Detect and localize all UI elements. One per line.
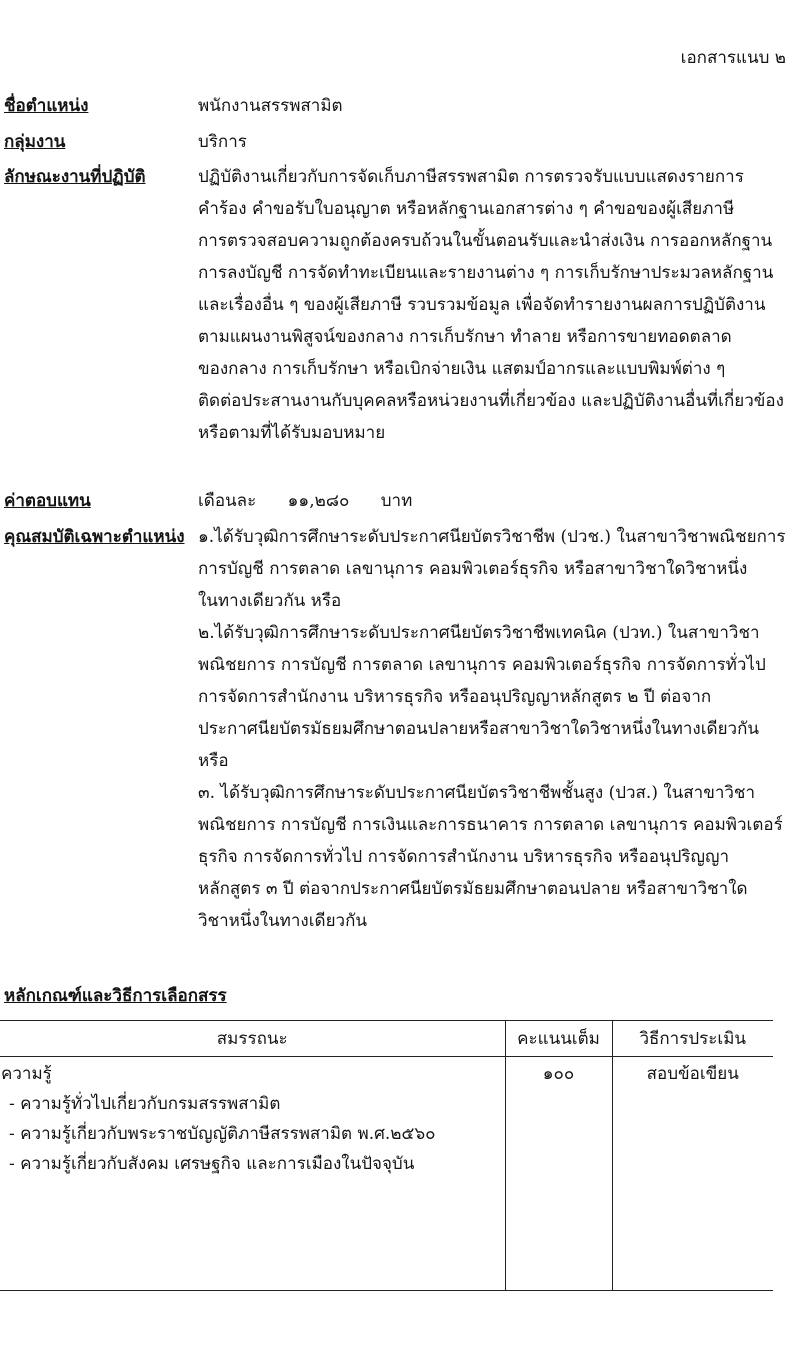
compensation-label: ค่าตอบแทน xyxy=(4,491,91,511)
column-header-competency: สมรรถนะ xyxy=(0,1021,505,1057)
selection-heading: หลักเกณฑ์และวิธีการเลือกสรร xyxy=(4,986,227,1006)
qualification-line: ๒.ได้รับวุฒิการศึกษาระดับประกาศนียบัตรวิชาชีพเทคนิค (ปวท.) ในสาขาวิชา xyxy=(198,623,760,643)
duties-line: ของกลาง การเก็บรักษา หรือเบิกจ่ายเงิน แสตมป์อากรและแบบพิมพ์ต่าง ๆ xyxy=(198,359,726,379)
qualification-line: ๑.ได้รับวุฒิการศึกษาระดับประกาศนียบัตรวิชาชีพ (ปวช.) ในสาขาวิชาพณิชยการ xyxy=(198,527,786,547)
qualification-line: พณิชยการ การบัญชี การตลาด เลขานุการ คอมพิวเตอร์ธุรกิจ การจัดการทั่วไป xyxy=(198,655,766,675)
compensation-prefix: เดือนละ xyxy=(198,491,257,511)
assessment-method-value: สอบข้อเขียน xyxy=(646,1064,739,1084)
qualifications-text xyxy=(198,521,794,937)
qualification-line: วิชาหนึ่งในทางเดียวกัน xyxy=(198,911,368,931)
duties-label: ลักษณะงานที่ปฏิบัติ xyxy=(4,167,146,187)
duties-line: การตรวจสอบความถูกต้องครบถ้วนในขั้นตอนรับและนำส่งเงิน การออกหลักฐาน xyxy=(198,231,773,251)
qualification-line: การบัญชี การตลาด เลขานุการ คอมพิวเตอร์ธุรกิจ หรือสาขาวิชาใดวิชาหนึ่ง xyxy=(198,559,748,579)
qualification-line: ธุรกิจ การจัดการทั่วไป การจัดการสำนักงาน บริหารธุรกิจ หรืออนุปริญญา xyxy=(198,847,730,867)
position-label: ชื่อตำแหน่ง xyxy=(4,96,89,116)
competency-name: ความรู้ xyxy=(1,1064,52,1084)
full-score-value: ๑๐๐ xyxy=(542,1064,575,1084)
qualification-line: การจัดการสำนักงาน บริหารธุรกิจ หรืออนุปริญญาหลักสูตร ๒ ปี ต่อจาก xyxy=(198,687,712,707)
duties-line: การลงบัญชี การจัดทำทะเบียนและรายงานต่าง ๆ การเก็บรักษาประมวลหลักฐาน xyxy=(198,263,774,283)
column-header-full-score: คะแนนเต็ม xyxy=(505,1021,612,1057)
selection-criteria-table xyxy=(0,1020,773,1291)
qualification-line: พณิชยการ การบัญชี การเงินและการธนาคาร การตลาด เลขานุการ คอมพิวเตอร์ xyxy=(198,815,783,835)
duties-text xyxy=(198,161,794,449)
duties-line: หรือตามที่ได้รับมอบหมาย xyxy=(198,423,386,443)
qualification-line: หลักสูตร ๓ ปี ต่อจากประกาศนียบัตรมัธยมศึกษาตอนปลาย หรือสาขาวิชาใด xyxy=(198,879,748,899)
compensation-unit: บาท xyxy=(380,491,413,511)
competency-cell xyxy=(0,1057,505,1291)
score-cell xyxy=(505,1057,612,1291)
duties-line: ติดต่อประสานงานกับบุคคลหรือหน่วยงานที่เกี่ยวข้อง และปฏิบัติงานอื่นที่เกี่ยวข้อง xyxy=(198,391,784,411)
attachment-label: เอกสารแนบ ๒ xyxy=(680,48,786,68)
qualification-line: หรือ xyxy=(198,751,229,771)
duties-line: ปฏิบัติงานเกี่ยวกับการจัดเก็บภาษีสรรพสามิต การตรวจรับแบบแสดงรายการ xyxy=(198,167,744,187)
qualifications-label: คุณสมบัติเฉพาะตำแหน่ง xyxy=(4,527,185,547)
column-header-assessment-method: วิธีการประเมิน xyxy=(612,1021,773,1057)
group-value: บริการ xyxy=(198,132,247,152)
group-label: กลุ่มงาน xyxy=(4,132,66,152)
competency-sub-item: - ความรู้เกี่ยวกับพระราชบัญญัติภาษีสรรพสามิต พ.ศ.๒๕๖๐ xyxy=(9,1124,436,1144)
method-cell xyxy=(612,1057,773,1291)
compensation-value xyxy=(198,485,794,517)
competency-sub-item: - ความรู้เกี่ยวกับสังคม เศรษฐกิจ และการเมืองในปัจจุบัน xyxy=(9,1154,415,1174)
duties-line: คำร้อง คำขอรับใบอนุญาต หรือหลักฐานเอกสารต่าง ๆ คำขอของผู้เสียภาษี xyxy=(198,199,735,219)
compensation-amount: ๑๑,๒๘๐ xyxy=(287,491,350,511)
qualification-line: ประกาศนียบัตรมัธยมศึกษาตอนปลายหรือสาขาวิชาใดวิชาหนึ่งในทางเดียวกัน xyxy=(198,719,760,739)
duties-line: ตามแผนงานพิสูจน์ของกลาง การเก็บรักษา ทำลาย หรือการขายทอดตลาด xyxy=(198,327,732,347)
table-row xyxy=(0,1057,773,1291)
qualification-line: ในทางเดียวกัน หรือ xyxy=(198,591,342,611)
position-value: พนักงานสรรพสามิต xyxy=(198,96,343,116)
table-header-row xyxy=(0,1021,773,1057)
duties-line: และเรื่องอื่น ๆ ของผู้เสียภาษี รวบรวมข้อมูล เพื่อจัดทำรายงานผลการปฏิบัติงาน xyxy=(198,295,766,315)
qualification-line: ๓. ได้รับวุฒิการศึกษาระดับประกาศนียบัตรวิชาชีพชั้นสูง (ปวส.) ในสาขาวิชา xyxy=(198,783,756,803)
competency-sub-item: - ความรู้ทั่วไปเกี่ยวกับกรมสรรพสามิต xyxy=(9,1094,281,1114)
